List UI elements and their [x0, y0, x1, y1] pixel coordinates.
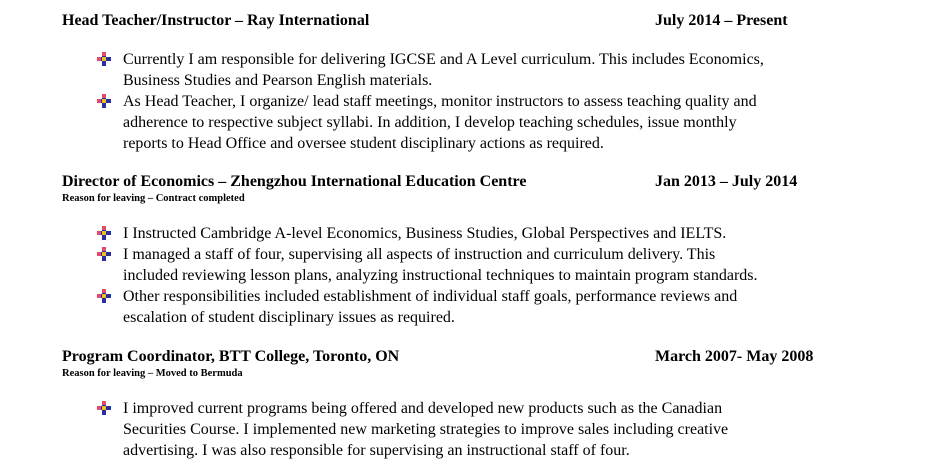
list-item: I managed a staff of four, supervising all aspects of instruction and curriculum delivery. This included reviewing lesson plans, analyzing instructional techniques to maintain program standards. — [62, 244, 922, 286]
job-entry — [62, 172, 922, 328]
list-item: I improved current programs being offered and developed new products such as the Canadian Securities Course. I implemented new marketing strategies to improve sales including creative advertising. I was also responsible for supervising an instructional staff of four. — [62, 398, 922, 461]
job-dates: Jan 2013 – July 2014 — [655, 173, 798, 190]
job-dates: March 2007- May 2008 — [655, 348, 814, 365]
bullet-list — [62, 49, 922, 154]
job-entry — [62, 11, 922, 154]
job-entry — [62, 347, 922, 461]
job-dates: July 2014 – Present — [655, 12, 788, 29]
job-title: Director of Economics – Zhengzhou International Education Centre — [62, 173, 527, 190]
bullet-list — [62, 398, 922, 461]
list-item: As Head Teacher, I organize/ lead staff meetings, monitor instructors to assess teaching quality and adherence to respective subject syllabi. In addition, I develop teaching schedules, issue monthly reports to Head Office and oversee student disciplinary actions as required. — [62, 91, 922, 154]
bullet-icon — [97, 226, 111, 240]
bullet-icon — [97, 94, 111, 108]
bullet-icon — [97, 401, 111, 415]
bullet-icon — [97, 289, 111, 303]
bullet-icon — [97, 247, 111, 261]
job-heading — [62, 172, 922, 192]
reason-for-leaving: Reason for leaving – Contract completed — [62, 193, 245, 204]
job-heading — [62, 11, 922, 31]
bullet-list — [62, 223, 922, 328]
list-item: Other responsibilities included establishment of individual staff goals, performance reviews and escalation of student disciplinary issues as required. — [62, 286, 922, 328]
job-heading — [62, 347, 922, 367]
job-title: Head Teacher/Instructor – Ray International — [62, 12, 370, 29]
job-title: Program Coordinator, BTT College, Toronto, ON — [62, 348, 400, 365]
list-item: I Instructed Cambridge A-level Economics, Business Studies, Global Perspectives and IELTS. — [62, 223, 922, 244]
list-item: Currently I am responsible for delivering IGCSE and A Level curriculum. This includes Economics, Business Studies and Pearson English materials. — [62, 49, 922, 91]
reason-for-leaving: Reason for leaving – Moved to Bermuda — [62, 368, 243, 379]
bullet-icon — [97, 52, 111, 66]
